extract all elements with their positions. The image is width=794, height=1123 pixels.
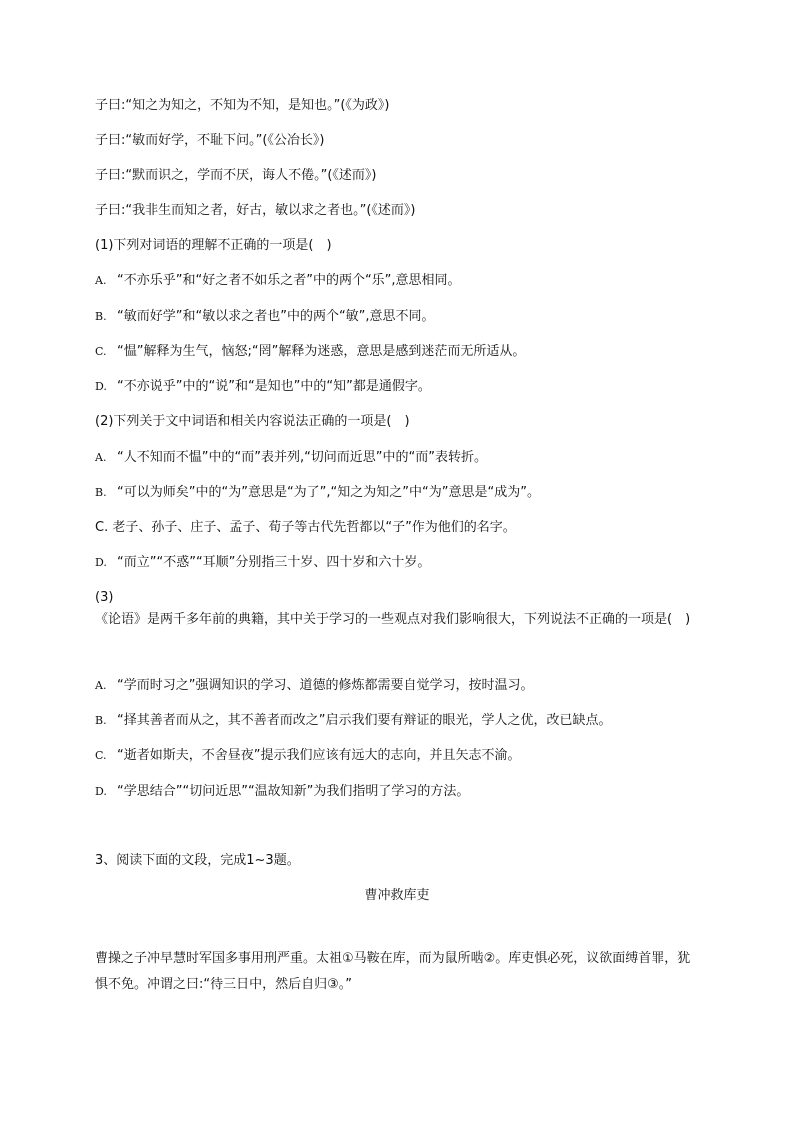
- question-1-stem: (1)下列对词语的理解不正确的一项是( ): [95, 238, 332, 253]
- question-1-option-c: C. “愠”解释为生气，恼怒;“罔”解释为迷惑，意思是感到迷茫而无所适从。: [95, 344, 526, 359]
- question-2-option-d: D. “而立”“不惑”“耳顺”分别指三十岁、四十岁和六十岁。: [95, 555, 431, 570]
- question-1-option-a: A. “不亦乐乎”和“好之者不如乐之者”中的两个“乐”,意思相同。: [95, 273, 461, 288]
- quote-1: 子曰:“知之为知之，不知为不知，是知也。”(《为政》): [95, 98, 390, 113]
- question-2-option-c: C. 老子、孙子、庄子、孟子、荀子等古代先哲都以“子”作为他们的名字。: [95, 520, 516, 535]
- passage-body: 曹操之子冲早慧时军国多事用刑严重。太祖①马鞍在库，而为鼠所啮②。库吏惧必死，议欲面缚首罪，犹惧不免。冲谓之曰:“待三日中，然后自归③。”: [95, 951, 691, 992]
- quote-4: 子曰:“我非生而知之者，好古，敏以求之者也。”(《述而》): [95, 203, 416, 218]
- question-2-option-a: A. “人不知而不愠”中的“而”表并列,“切问而近思”中的“而”表转折。: [95, 450, 488, 465]
- question-2-option-b: B. “可以为师矣”中的“为”意思是“为了”,“知之为知之”中“为”意思是“成为”。: [95, 485, 540, 500]
- section-3-heading: 3、阅读下面的文段，完成1~3题。: [95, 853, 300, 868]
- passage-title: 曹冲救库吏: [364, 888, 430, 903]
- question-1-option-d: D. “不亦说乎”中的“说”和“是知也”中的“知”都是通假字。: [95, 379, 431, 394]
- question-3-option-d: D. “学思结合”“切问近思”“温故知新”为我们指明了学习的方法。: [95, 784, 470, 799]
- question-3-number: (3): [95, 590, 114, 605]
- quote-3: 子曰:“默而识之，学而不厌，诲人不倦。”(《述而》): [95, 168, 377, 183]
- question-2-stem: (2)下列关于文中词语和相关内容说法正确的一项是( ): [95, 414, 410, 429]
- question-3-option-a: A. “学而时习之”强调知识的学习、道德的修炼都需要自觉学习，按时温习。: [95, 678, 534, 693]
- question-3-option-c: C. “逝者如斯夫，不舍昼夜”提示我们应该有远大的志向，并且矢志不渝。: [95, 748, 521, 763]
- question-1-option-b: B. “敏而好学”和“敏以求之者也”中的两个“敏”,意思不同。: [95, 309, 435, 324]
- quote-2: 子曰:“敏而好学，不耻下问。”(《公冶长》): [95, 133, 325, 148]
- question-3-stem: 《论语》是两千多年前的典籍，其中关于学习的一些观点对我们影响很大，下列说法不正确的一项是( ): [95, 612, 691, 627]
- question-3-option-b: B. “择其善者而从之，其不善者而改之”启示我们要有辩证的眼光，学人之优，改已缺点。: [95, 713, 612, 728]
